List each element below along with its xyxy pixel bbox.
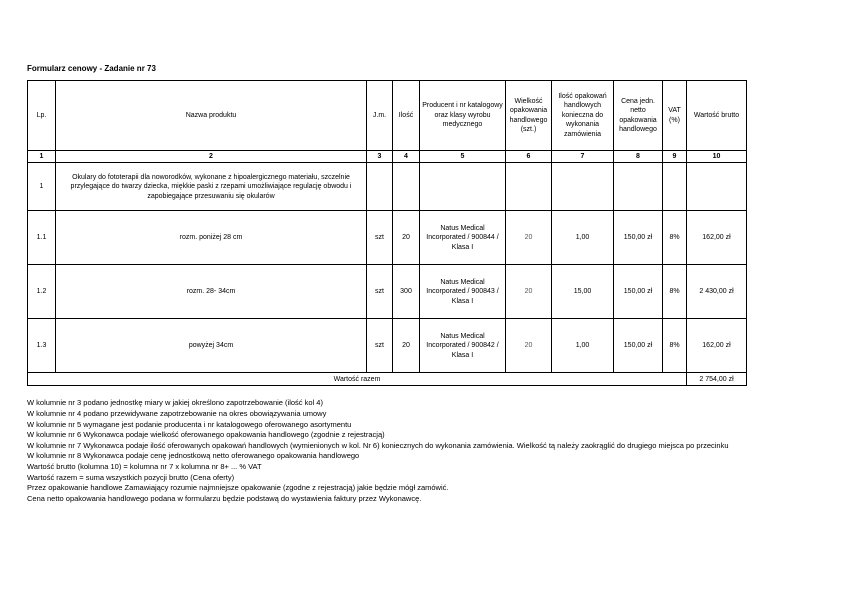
- column-number: 2: [56, 151, 367, 163]
- header-pack-size: Wielkość opakowania handlowego (szt.): [506, 81, 552, 151]
- total-label: Wartość razem: [28, 373, 687, 386]
- footnote-line: W kolumnie nr 7 Wykonawca podaje ilość oferowanych opakowań handlowych (wymienionych w kol. Nr 6) koniecznych do wykonania zamówienia. Wielkość tą należy zaokrąglić do drugiego miejsca po przecinku: [27, 440, 729, 450]
- empty-cell: [420, 163, 506, 211]
- column-number: 1: [28, 151, 56, 163]
- column-number: 9: [663, 151, 687, 163]
- row-quantity: 20: [393, 211, 420, 265]
- column-number: 5: [420, 151, 506, 163]
- row-vat: 8%: [663, 211, 687, 265]
- header-lp: Lp.: [28, 81, 56, 151]
- row-unit-price: 150,00 zł: [614, 265, 663, 319]
- header-producer: Producent i nr katalogowy oraz klasy wyrobu medycznego: [420, 81, 506, 151]
- footnote-line: W kolumnie nr 5 wymagane jest podanie producenta i nr katalogowego oferowanego asortymentu: [27, 419, 352, 429]
- row-quantity: 300: [393, 265, 420, 319]
- footnotes: [27, 398, 751, 504]
- empty-cell: [552, 163, 614, 211]
- column-number: 7: [552, 151, 614, 163]
- header-row: [28, 81, 747, 151]
- row-name: rozm. poniżej 28 cm: [56, 211, 367, 265]
- header-vat: VAT (%): [663, 81, 687, 151]
- column-number: 6: [506, 151, 552, 163]
- row-vat: 8%: [663, 319, 687, 373]
- header-unit-price: Cena jedn. netto opakowania handlowego: [614, 81, 663, 151]
- header-gross-value: Wartość brutto: [687, 81, 747, 151]
- row-lp: 1.3: [28, 319, 56, 373]
- row-lp: 1.1: [28, 211, 56, 265]
- header-unit: J.m.: [367, 81, 393, 151]
- header-product-name: Nazwa produktu: [56, 81, 367, 151]
- empty-cell: [614, 163, 663, 211]
- row-gross-value: 162,00 zł: [687, 319, 747, 373]
- description-lp: 1: [28, 163, 56, 211]
- row-producer: Natus Medical Incorporated / 900842 / Klasa I: [420, 319, 506, 373]
- footnote-line: W kolumnie nr 4 podano przewidywane zapotrzebowanie na okres obowiązywania umowy: [27, 409, 327, 419]
- row-unit-price: 150,00 zł: [614, 211, 663, 265]
- description-row: [28, 163, 747, 211]
- empty-cell: [663, 163, 687, 211]
- table-row: [28, 265, 747, 319]
- row-packs-needed: 1,00: [552, 319, 614, 373]
- row-unit: szt: [367, 265, 393, 319]
- footnote-line: Cena netto opakowania handlowego podana w formularzu będzie podstawą do wystawienia faktury przez Wykonawcę.: [27, 493, 422, 503]
- row-pack-size: 20: [506, 265, 552, 319]
- total-row: [28, 373, 747, 386]
- footnote-line: W kolumnie nr 3 podano jednostkę miary w jakiej określono zapotrzebowanie (ilość kol 4): [27, 398, 323, 408]
- footnote-line: Wartość brutto (kolumna 10) = kolumna nr 7 x kolumna nr 8+ ... % VAT: [27, 462, 262, 471]
- header-packs-needed: Ilość opakowań handlowych konieczna do wykonania zamówienia: [552, 81, 614, 151]
- column-number: 3: [367, 151, 393, 163]
- row-producer: Natus Medical Incorporated / 900844 / Klasa I: [420, 211, 506, 265]
- table-row: [28, 211, 747, 265]
- empty-cell: [687, 163, 747, 211]
- row-unit-price: 150,00 zł: [614, 319, 663, 373]
- table-row: [28, 319, 747, 373]
- row-pack-size: 20: [506, 319, 552, 373]
- row-packs-needed: 15,00: [552, 265, 614, 319]
- total-value: 2 754,00 zł: [687, 373, 747, 386]
- row-unit: szt: [367, 211, 393, 265]
- column-number: 10: [687, 151, 747, 163]
- header-quantity: Ilość: [393, 81, 420, 151]
- footnote-line: W kolumnie nr 8 Wykonawca podaje cenę jednostkową netto oferowanego opakowania handlowego: [27, 451, 360, 461]
- empty-cell: [393, 163, 420, 211]
- column-numbers-row: [28, 151, 747, 163]
- footnote-line: Wartość razem = suma wszystkich pozycji brutto (Cena oferty): [27, 472, 235, 482]
- row-name: powyżej 34cm: [56, 319, 367, 373]
- row-unit: szt: [367, 319, 393, 373]
- row-pack-size: 20: [506, 211, 552, 265]
- row-gross-value: 162,00 zł: [687, 211, 747, 265]
- column-number: 4: [393, 151, 420, 163]
- empty-cell: [506, 163, 552, 211]
- price-table: [27, 80, 747, 386]
- product-description: Okulary do fototerapii dla noworodków, wykonane z hipoalergicznego materiału, szczelnie przylegające do twarzy dziecka, miękkie paski z rzepami umożliwiające regulację obwodu i zapobiegające przesuwaniu się okularów: [56, 163, 367, 211]
- column-number: 8: [614, 151, 663, 163]
- row-lp: 1.2: [28, 265, 56, 319]
- footnote-line: W kolumnie nr 6 Wykonawca podaje wielkość oferowanego opakowania handlowego (zgodnie z rejestracją): [27, 430, 385, 440]
- footnote-line: Przez opakowanie handlowe Zamawiający rozumie najmniejsze opakowanie (zgodne z rejestracją) jakie będzie mógł zamówić.: [27, 483, 449, 493]
- form-title: Formularz cenowy - Zadanie nr 73: [27, 64, 156, 73]
- row-name: rozm. 28- 34cm: [56, 265, 367, 319]
- empty-cell: [367, 163, 393, 211]
- row-gross-value: 2 430,00 zł: [687, 265, 747, 319]
- row-producer: Natus Medical Incorporated / 900843 / Klasa I: [420, 265, 506, 319]
- row-quantity: 20: [393, 319, 420, 373]
- row-vat: 8%: [663, 265, 687, 319]
- row-packs-needed: 1,00: [552, 211, 614, 265]
